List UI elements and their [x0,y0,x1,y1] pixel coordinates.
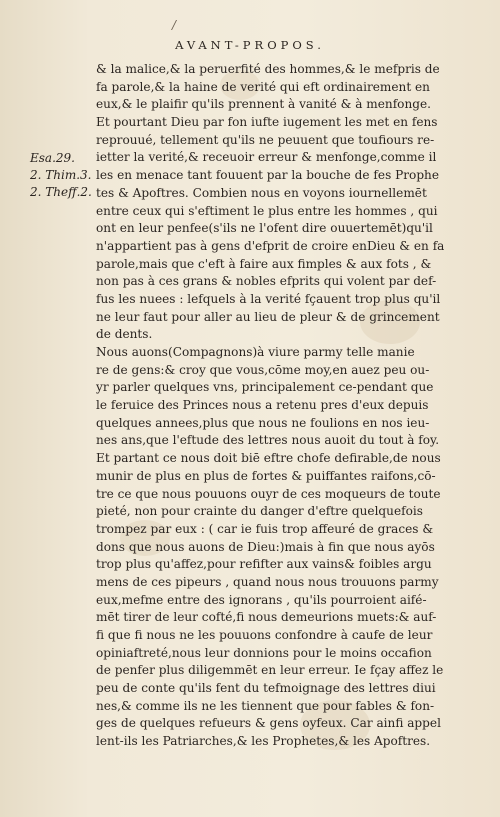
slash-mark: / [172,18,177,32]
text-line: ont en leur penfee(s'ils ne l'ofent dire ouuertemēt)qu'il [96,221,433,236]
text-line: Et partant ce nous doit biē eftre chofe defirable,de nous [96,451,441,466]
text-line: ges de quelques refueurs & gens oyfeux. Car ainfi appel [96,716,441,731]
margin-note: Esa.29. [30,151,75,165]
text-line: ne leur faut pour aller au lieu de pleur & de grincement [96,309,440,324]
text-line: Et pourtant Dieu par fon iufte iugement les met en fens [96,115,438,130]
text-line: trompez par eux : ( car ie fuis trop affeuré de graces & [96,521,434,536]
text-line: munir de plus en plus de fortes & puiffantes raifons,cō- [96,468,436,483]
text-line: pieté, non pour crainte du danger d'eftre quelquefois [96,504,423,519]
text-line: & la malice,& la peruerfité des hommes,& le mefpris de [96,62,440,76]
text-line: parole,mais que c'eft à faire aux fimples & aux fots , & [96,256,432,271]
text-line: eux,mefme entre des ignorans , qu'ils pourroient aifé- [96,592,427,607]
text-line: trop plus qu'affez,pour refifter aux vains& foibles argu [96,557,432,572]
text-line: le feruice des Princes nous a retenu pres d'eux depuis [96,398,429,413]
text-line: lent-ils les Patriarches,& les Prophetes,& les Apoftres. [96,734,431,749]
text-line: non pas à ces grans & nobles efprits qui volent par def- [96,274,437,289]
text-line: Nous auons(Compagnons)à viure parmy telle manie [96,345,415,359]
text-line: dons que nous auons de Dieu:)mais à fin que nous ayōs [96,539,435,554]
body-text [96,61,466,751]
text-line: opiniaftreté,nous leur donnions pour le moins occafion [96,645,432,660]
text-line: entre ceux qui s'eftiment le plus entre les hommes , qui [96,203,438,218]
text-line: ietter la verité,& receuoir erreur & menfonge,comme il [96,150,437,165]
text-line: nes ans,que l'eftude des lettres nous auoit du tout à foy. [96,433,440,448]
margin-notes [30,150,92,201]
text-line: mēt tirer de leur cofté,fi nous demeurions muets:& auf- [96,610,437,625]
text-line: les en menace tant fouuent par la bouche de fes Prophe [96,168,440,183]
text-line: tre ce que nous pouuons ouyr de ces moqueurs de toute [96,486,441,501]
text-line: n'appartient pas à gens d'efprit de croire enDieu & en fa [96,238,445,253]
text-line: yr parler quelques vns, principalement ce-pendant que [96,380,434,395]
text-line: eux,& le plaifir qu'ils prennent à vanité & à menfonge. [96,97,431,112]
text-line: fa parole,& la haine de verité qui eft ordinairement en [96,79,430,94]
text-line: de dents. [96,327,153,342]
text-line: fus les nuees : lefquels à la verité fçauent trop plus qu'il [96,291,441,306]
text-line: de penfer plus diligemmēt en leur erreur. Ie fçay affez le [96,663,444,678]
text-line: mens de ces pipeurs , quand nous nous trouuons parmy [96,574,439,589]
running-head: AVANT-PROPOS. [175,38,325,52]
text-line: reprouué, tellement qu'ils ne peuuent que toufiours re- [96,132,435,147]
margin-note: 2. Theff.2. [30,185,92,199]
text-line: re de gens:& croy que vous,cōme moy,en auez peu ou- [96,362,430,377]
text-line: tes & Apoftres. Combien nous en voyons iournellemēt [96,185,427,200]
text-line: nes,& comme ils ne les tiennent que pour fables & fon- [96,698,435,713]
margin-note: 2. Thim.3. [30,168,92,182]
text-line: peu de conte qu'ils fent du tefmoignage des lettres diui [96,681,436,696]
text-line: fi que fi nous ne les pouuons confondre à caufe de leur [96,628,433,642]
text-line: quelques annees,plus que nous ne foulions en nos ieu- [96,415,430,430]
